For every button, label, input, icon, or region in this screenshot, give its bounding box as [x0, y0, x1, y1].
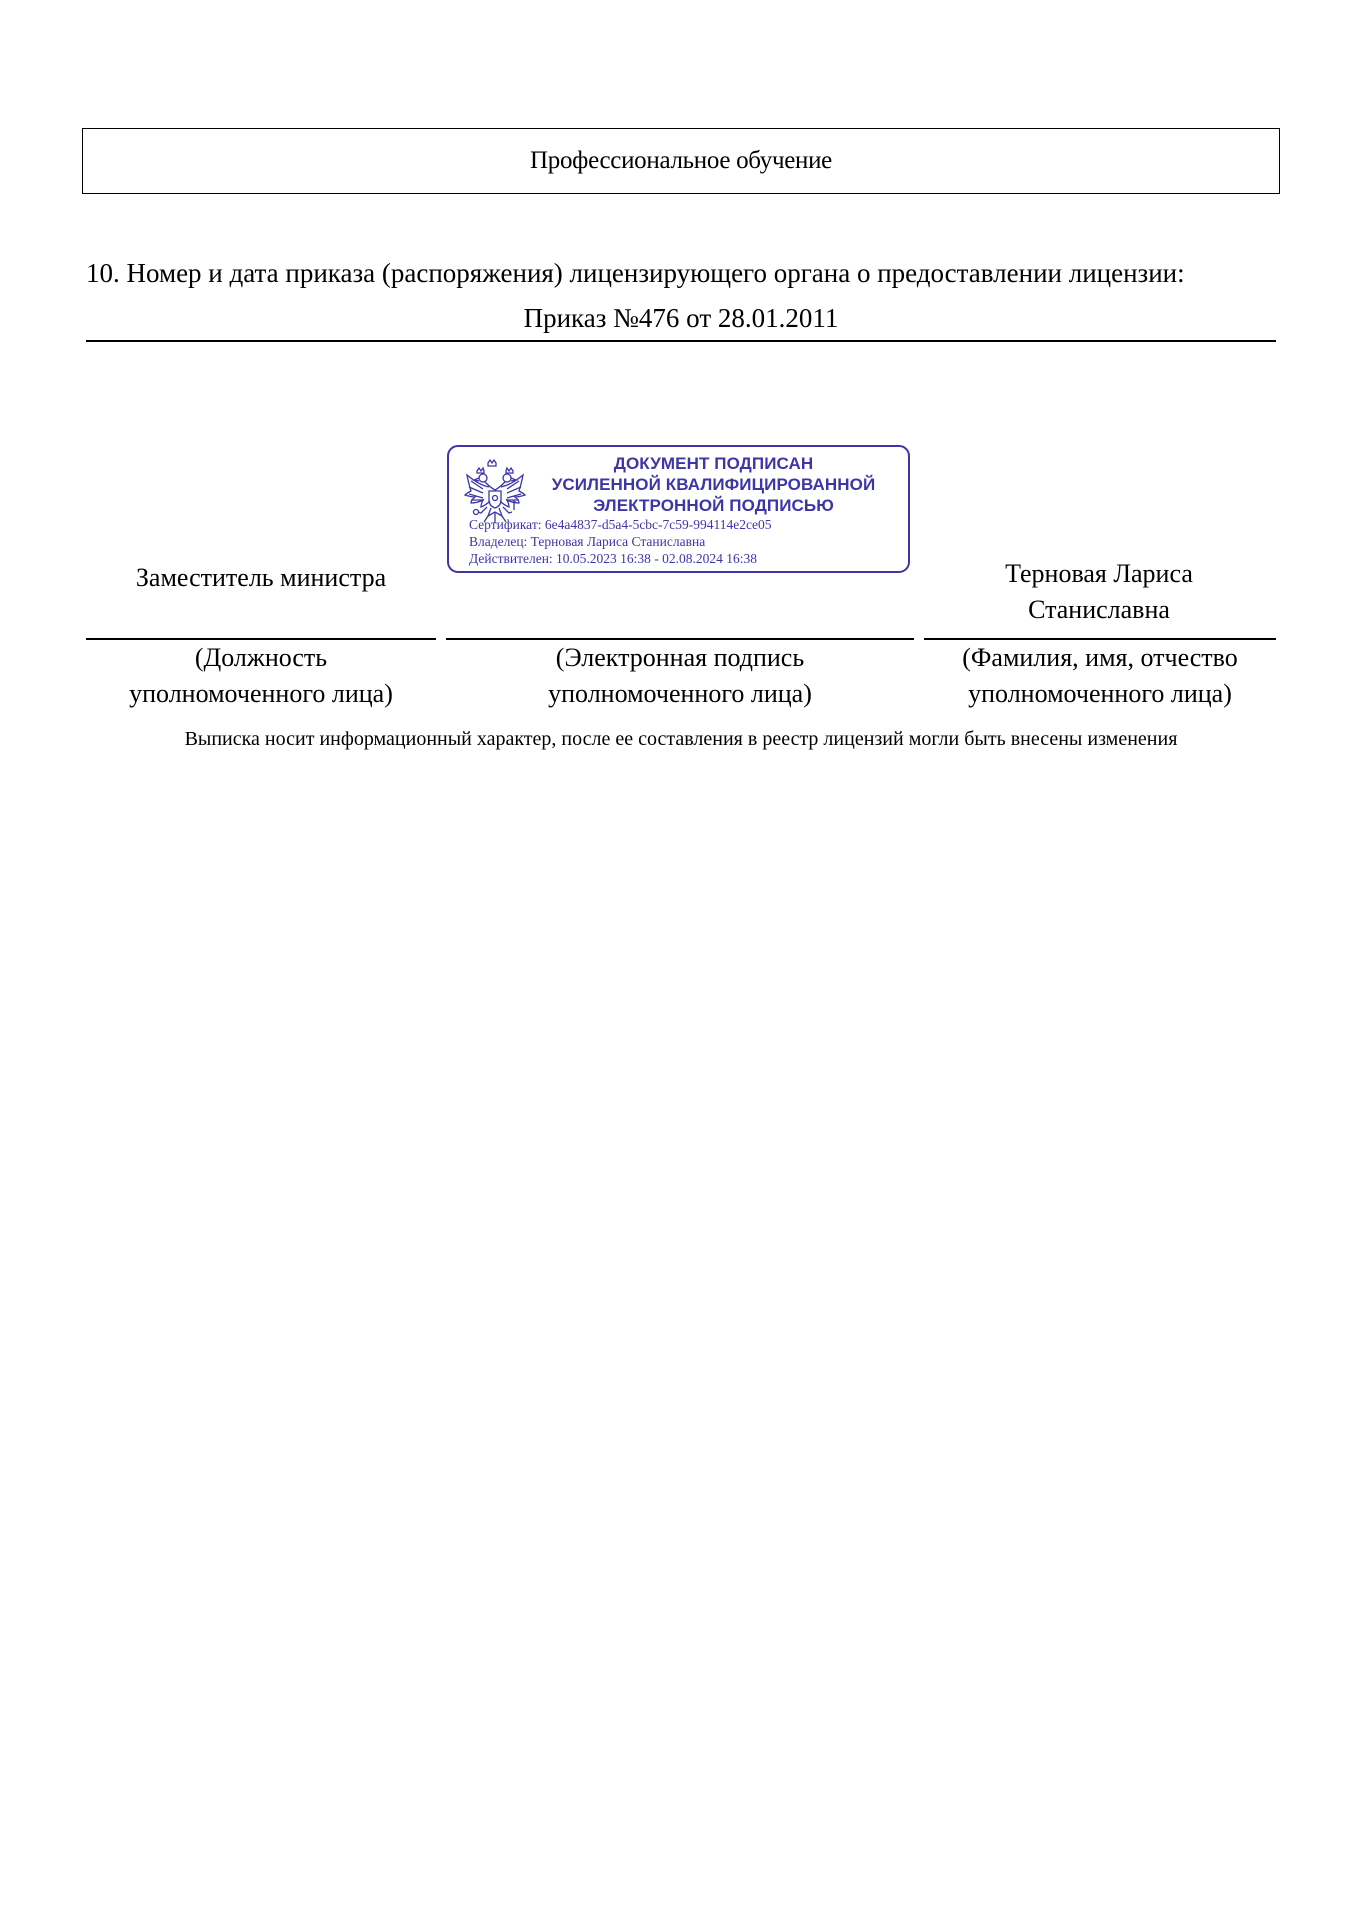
- stamp-title-line-1: ДОКУМЕНТ ПОДПИСАН: [613, 454, 814, 473]
- signer-name-line-2: Станиславна: [1028, 595, 1170, 624]
- signature-caption-line-2: уполномоченного лица): [548, 679, 812, 708]
- position-caption-line-2: уполномоченного лица): [129, 679, 393, 708]
- stamp-validity: Действителен: 10.05.2023 16:38 - 02.08.2024 16:38: [469, 551, 758, 566]
- section-title: Профессиональное обучение: [530, 147, 832, 174]
- position-caption: [86, 640, 436, 712]
- stamp-owner: Владелец: Терновая Лариса Станиславна: [469, 534, 706, 549]
- name-caption-line-1: (Фамилия, имя, отчество: [962, 643, 1238, 672]
- electronic-signature-stamp: [447, 445, 910, 573]
- signer-name: [922, 556, 1276, 628]
- disclaimer-text: Выписка носит информационный характер, после ее составления в реестр лицензий могли быть внесены изменения: [184, 728, 1178, 750]
- name-caption: [924, 640, 1276, 712]
- name-caption-line-2: уполномоченного лица): [968, 679, 1232, 708]
- order-underline: [86, 340, 1276, 342]
- order-value: Приказ №476 от 28.01.2011: [523, 303, 839, 333]
- signer-name-line-1: Терновая Лариса: [1005, 559, 1193, 588]
- order-label: 10. Номер и дата приказа (распоряжения) лицензирующего органа о предоставлении лицензии:: [86, 258, 1185, 288]
- position-caption-line-1: (Должность: [194, 643, 328, 672]
- stamp-title-line-2: УСИЛЕННОЙ КВАЛИФИЦИРОВАННОЙ: [551, 475, 876, 494]
- stamp-certificate: Сертификат: 6e4a4837-d5a4-5cbc-7c59-994114e2ce05: [469, 517, 772, 532]
- signature-caption-line-1: (Электронная подпись: [555, 643, 805, 672]
- section-title-box: [82, 128, 1280, 194]
- stamp-title-line-3: ЭЛЕКТРОННОЙ ПОДПИСЬЮ: [593, 496, 834, 515]
- signature-caption: [446, 640, 914, 712]
- signer-position: Заместитель министра: [135, 563, 387, 592]
